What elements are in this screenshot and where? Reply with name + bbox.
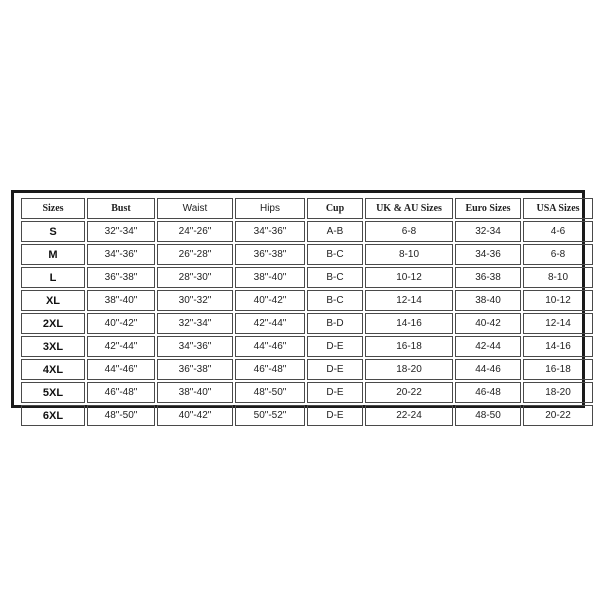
cell-uk-au: 22-24 bbox=[365, 405, 453, 426]
cell-waist: 32"-34" bbox=[157, 313, 233, 334]
cell-waist: 36"-38" bbox=[157, 359, 233, 380]
cell-bust: 42"-44" bbox=[87, 336, 155, 357]
header-euro-sizes: Euro Sizes bbox=[455, 198, 521, 219]
cell-usa: 12-14 bbox=[523, 313, 593, 334]
cell-euro: 36-38 bbox=[455, 267, 521, 288]
cell-euro: 32-34 bbox=[455, 221, 521, 242]
cell-hips: 40"-42" bbox=[235, 290, 305, 311]
cell-euro: 48-50 bbox=[455, 405, 521, 426]
size-chart-body bbox=[21, 221, 593, 426]
cell-cup: B-C bbox=[307, 290, 363, 311]
cell-hips: 46"-48" bbox=[235, 359, 305, 380]
cell-cup: B-C bbox=[307, 267, 363, 288]
cell-waist: 26"-28" bbox=[157, 244, 233, 265]
cell-euro: 42-44 bbox=[455, 336, 521, 357]
cell-hips: 38"-40" bbox=[235, 267, 305, 288]
size-chart-frame bbox=[11, 190, 585, 422]
cell-uk-au: 16-18 bbox=[365, 336, 453, 357]
cell-waist: 28"-30" bbox=[157, 267, 233, 288]
table-row bbox=[21, 267, 593, 288]
cell-usa: 8-10 bbox=[523, 267, 593, 288]
cell-cup: D-E bbox=[307, 382, 363, 403]
cell-size: 5XL bbox=[21, 382, 85, 403]
table-row bbox=[21, 221, 593, 242]
cell-euro: 40-42 bbox=[455, 313, 521, 334]
cell-cup: D-E bbox=[307, 336, 363, 357]
table-row bbox=[21, 290, 593, 311]
cell-waist: 30"-32" bbox=[157, 290, 233, 311]
cell-uk-au: 8-10 bbox=[365, 244, 453, 265]
cell-uk-au: 12-14 bbox=[365, 290, 453, 311]
size-chart-table bbox=[19, 196, 595, 428]
cell-waist: 34"-36" bbox=[157, 336, 233, 357]
cell-cup: B-C bbox=[307, 244, 363, 265]
header-hips: Hips bbox=[235, 198, 305, 219]
cell-euro: 46-48 bbox=[455, 382, 521, 403]
cell-size: 3XL bbox=[21, 336, 85, 357]
cell-uk-au: 18-20 bbox=[365, 359, 453, 380]
cell-usa: 18-20 bbox=[523, 382, 593, 403]
header-bust: Bust bbox=[87, 198, 155, 219]
cell-hips: 48"-50" bbox=[235, 382, 305, 403]
cell-usa: 6-8 bbox=[523, 244, 593, 265]
cell-size: L bbox=[21, 267, 85, 288]
cell-cup: B-D bbox=[307, 313, 363, 334]
table-row bbox=[21, 313, 593, 334]
table-row bbox=[21, 359, 593, 380]
cell-uk-au: 14-16 bbox=[365, 313, 453, 334]
cell-uk-au: 10-12 bbox=[365, 267, 453, 288]
header-usa-sizes: USA Sizes bbox=[523, 198, 593, 219]
cell-bust: 48"-50" bbox=[87, 405, 155, 426]
header-sizes: Sizes bbox=[21, 198, 85, 219]
cell-hips: 34"-36" bbox=[235, 221, 305, 242]
cell-usa: 20-22 bbox=[523, 405, 593, 426]
cell-waist: 24"-26" bbox=[157, 221, 233, 242]
cell-bust: 38"-40" bbox=[87, 290, 155, 311]
cell-waist: 38"-40" bbox=[157, 382, 233, 403]
cell-hips: 42"-44" bbox=[235, 313, 305, 334]
cell-euro: 44-46 bbox=[455, 359, 521, 380]
cell-cup: A-B bbox=[307, 221, 363, 242]
cell-cup: D-E bbox=[307, 359, 363, 380]
cell-size: M bbox=[21, 244, 85, 265]
cell-bust: 36"-38" bbox=[87, 267, 155, 288]
table-header-row bbox=[21, 198, 593, 219]
cell-bust: 32"-34" bbox=[87, 221, 155, 242]
cell-size: 6XL bbox=[21, 405, 85, 426]
cell-usa: 4-6 bbox=[523, 221, 593, 242]
table-row bbox=[21, 405, 593, 426]
cell-bust: 44"-46" bbox=[87, 359, 155, 380]
cell-bust: 46"-48" bbox=[87, 382, 155, 403]
cell-usa: 16-18 bbox=[523, 359, 593, 380]
header-waist: Waist bbox=[157, 198, 233, 219]
cell-euro: 38-40 bbox=[455, 290, 521, 311]
header-uk-au-sizes: UK & AU Sizes bbox=[365, 198, 453, 219]
cell-euro: 34-36 bbox=[455, 244, 521, 265]
cell-bust: 34"-36" bbox=[87, 244, 155, 265]
table-row bbox=[21, 244, 593, 265]
cell-bust: 40"-42" bbox=[87, 313, 155, 334]
table-row bbox=[21, 336, 593, 357]
cell-uk-au: 20-22 bbox=[365, 382, 453, 403]
cell-cup: D-E bbox=[307, 405, 363, 426]
cell-waist: 40"-42" bbox=[157, 405, 233, 426]
header-cup: Cup bbox=[307, 198, 363, 219]
cell-hips: 44"-46" bbox=[235, 336, 305, 357]
cell-uk-au: 6-8 bbox=[365, 221, 453, 242]
cell-size: S bbox=[21, 221, 85, 242]
cell-size: 2XL bbox=[21, 313, 85, 334]
table-row bbox=[21, 382, 593, 403]
cell-usa: 10-12 bbox=[523, 290, 593, 311]
cell-size: 4XL bbox=[21, 359, 85, 380]
cell-size: XL bbox=[21, 290, 85, 311]
cell-hips: 36"-38" bbox=[235, 244, 305, 265]
cell-usa: 14-16 bbox=[523, 336, 593, 357]
cell-hips: 50"-52" bbox=[235, 405, 305, 426]
